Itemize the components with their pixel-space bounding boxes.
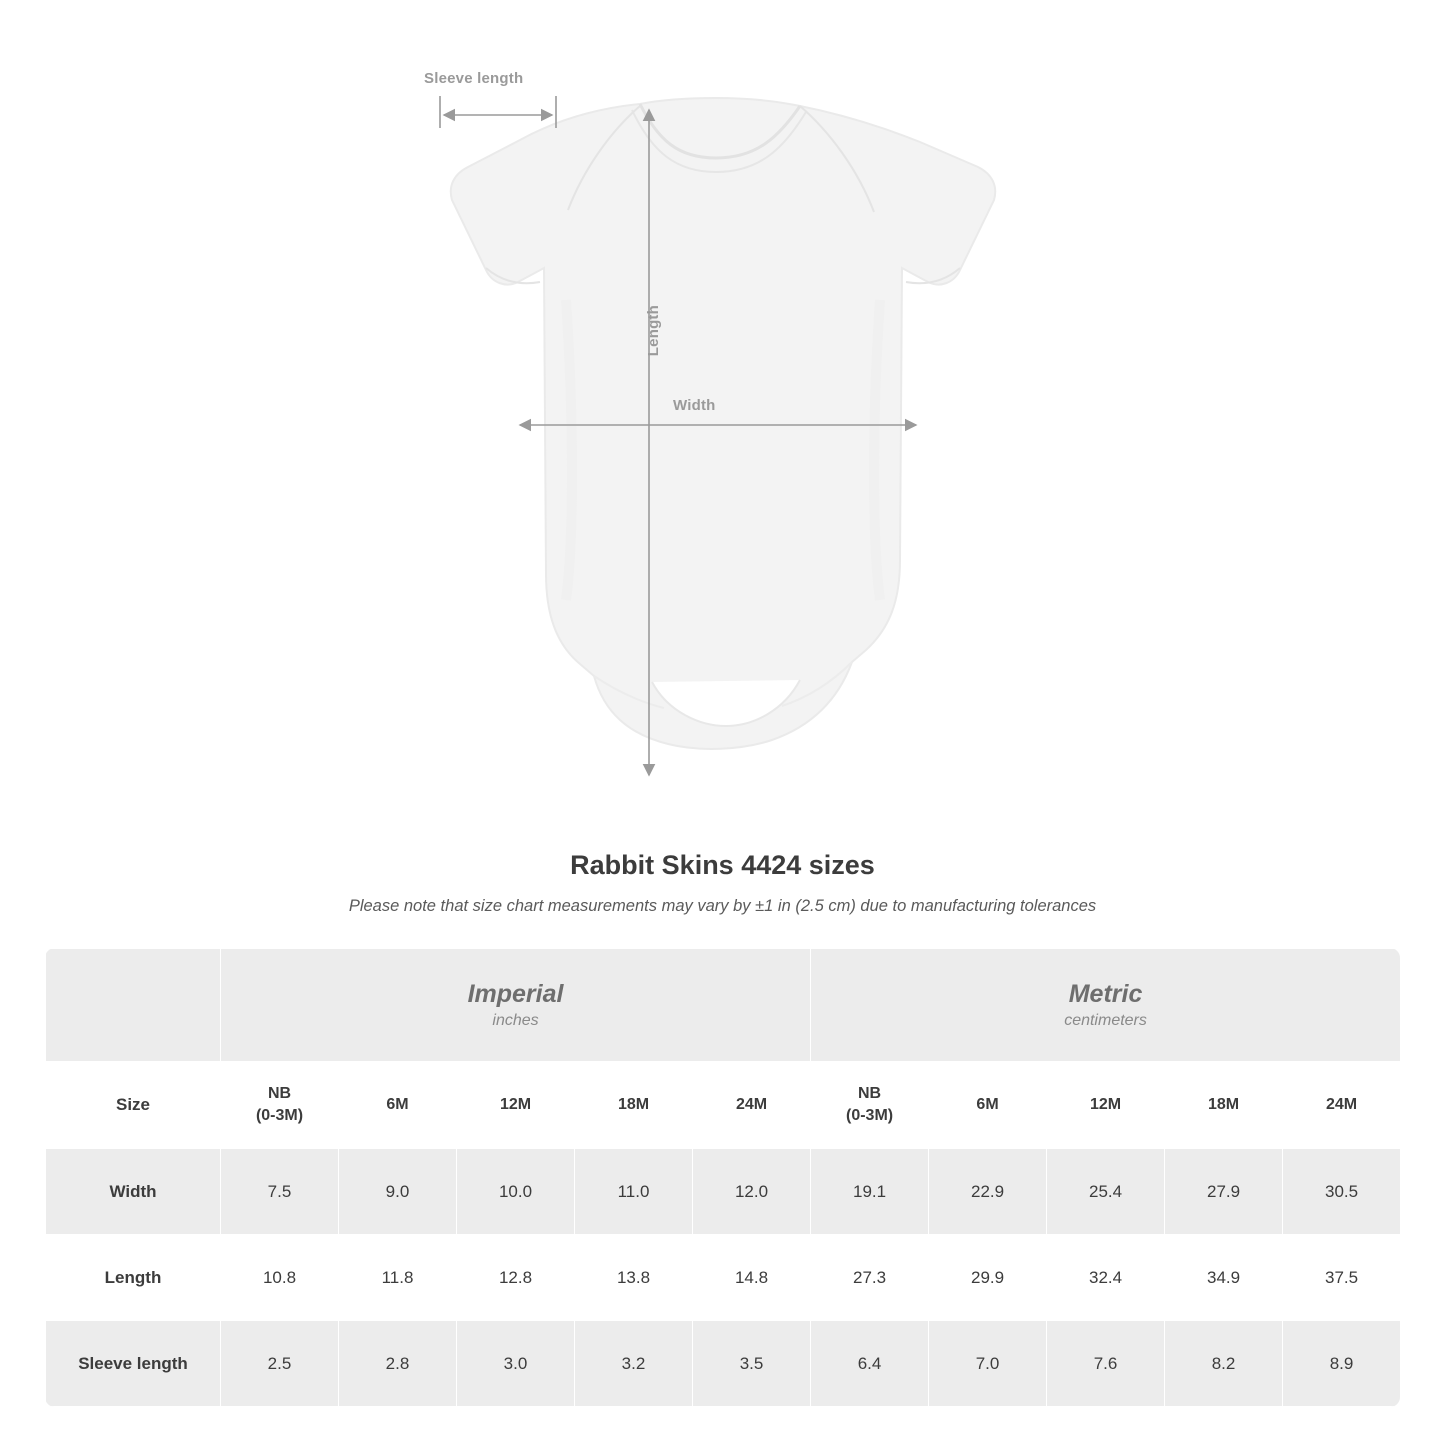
column-header-12m-imperial (457, 1062, 575, 1149)
row-label-length: Length (46, 1235, 221, 1321)
cell-sleeve-18m-cm: 8.2 (1165, 1321, 1283, 1407)
sleeve-length-label: Sleeve length (424, 70, 524, 87)
column-header-line1: 12M (1089, 1096, 1122, 1114)
cell-length-12m-in: 12.8 (457, 1235, 575, 1321)
column-header-nb-imperial (221, 1062, 339, 1149)
cell-width-24m-in: 12.0 (693, 1149, 811, 1235)
column-header-line1: NB (857, 1085, 882, 1103)
column-header-line1: 24M (735, 1096, 768, 1114)
unit-group-imperial (221, 949, 811, 1062)
column-header-18m-imperial (575, 1062, 693, 1149)
cell-length-nb-in: 10.8 (221, 1235, 339, 1321)
cell-width-6m-in: 9.0 (339, 1149, 457, 1235)
cell-length-12m-cm: 32.4 (1047, 1235, 1165, 1321)
cell-width-18m-cm: 27.9 (1165, 1149, 1283, 1235)
size-table-wrapper (45, 948, 1400, 1407)
unit-group-metric (811, 949, 1400, 1062)
cell-sleeve-24m-in: 3.5 (693, 1321, 811, 1407)
cell-length-nb-cm: 27.3 (811, 1235, 929, 1321)
column-header-line1: 18M (617, 1096, 650, 1114)
cell-length-18m-in: 13.8 (575, 1235, 693, 1321)
column-header-6m-metric (929, 1062, 1047, 1149)
cell-length-24m-cm: 37.5 (1283, 1235, 1400, 1321)
column-header-nb-metric (811, 1062, 929, 1149)
cell-width-18m-in: 11.0 (575, 1149, 693, 1235)
cell-sleeve-6m-cm: 7.0 (929, 1321, 1047, 1407)
cell-width-24m-cm: 30.5 (1283, 1149, 1400, 1235)
table-row (46, 1321, 1401, 1407)
column-header-line2: (0-3M) (255, 1107, 304, 1124)
cell-sleeve-nb-cm: 6.4 (811, 1321, 929, 1407)
column-header-row (46, 1062, 1401, 1149)
unit-metric-name: Metric (1068, 979, 1143, 1008)
cell-width-12m-in: 10.0 (457, 1149, 575, 1235)
cell-sleeve-18m-in: 3.2 (575, 1321, 693, 1407)
row-header-size: Size (46, 1062, 221, 1149)
cell-length-18m-cm: 34.9 (1165, 1235, 1283, 1321)
width-label: Width (673, 397, 716, 414)
size-table (45, 948, 1400, 1407)
column-header-line1: 24M (1325, 1096, 1358, 1114)
cell-width-12m-cm: 25.4 (1047, 1149, 1165, 1235)
unit-imperial-sub: inches (492, 1012, 539, 1030)
cell-width-6m-cm: 22.9 (929, 1149, 1047, 1235)
column-header-line1: NB (267, 1085, 292, 1103)
cell-sleeve-24m-cm: 8.9 (1283, 1321, 1400, 1407)
column-header-line2: (0-3M) (845, 1107, 894, 1124)
cell-width-nb-in: 7.5 (221, 1149, 339, 1235)
page-title: Rabbit Skins 4424 sizes (570, 850, 875, 880)
cell-length-6m-cm: 29.9 (929, 1235, 1047, 1321)
column-header-line1: 6M (976, 1096, 999, 1114)
column-header-24m-imperial (693, 1062, 811, 1149)
column-header-line1: 18M (1207, 1096, 1240, 1114)
cell-length-24m-in: 14.8 (693, 1235, 811, 1321)
cell-sleeve-12m-in: 3.0 (457, 1321, 575, 1407)
table-row (46, 1235, 1401, 1321)
row-label-sleeve-length: Sleeve length (46, 1321, 221, 1407)
cell-sleeve-6m-in: 2.8 (339, 1321, 457, 1407)
bodysuit-shape (451, 98, 995, 749)
unit-metric-sub: centimeters (1064, 1012, 1147, 1030)
unit-header-corner (46, 949, 221, 1062)
cell-sleeve-nb-in: 2.5 (221, 1321, 339, 1407)
column-header-24m-metric (1283, 1062, 1400, 1149)
column-header-12m-metric (1047, 1062, 1165, 1149)
column-header-line1: 12M (499, 1096, 532, 1114)
length-label: Length (645, 305, 662, 357)
column-header-18m-metric (1165, 1062, 1283, 1149)
table-row (46, 1149, 1401, 1235)
column-header-6m-imperial (339, 1062, 457, 1149)
column-header-line1: 6M (386, 1096, 409, 1114)
cell-width-nb-cm: 19.1 (811, 1149, 929, 1235)
unit-header-row (46, 949, 1401, 1062)
tolerance-note: Please note that size chart measurements may vary by ±1 in (2.5 cm) due to manufacturing tolerances (348, 897, 1097, 915)
row-label-width: Width (46, 1149, 221, 1235)
sleeve-dimension-arrow (440, 96, 556, 128)
cell-length-6m-in: 11.8 (339, 1235, 457, 1321)
cell-sleeve-12m-cm: 7.6 (1047, 1321, 1165, 1407)
unit-imperial-name: Imperial (467, 979, 564, 1008)
title-block (0, 850, 1445, 916)
